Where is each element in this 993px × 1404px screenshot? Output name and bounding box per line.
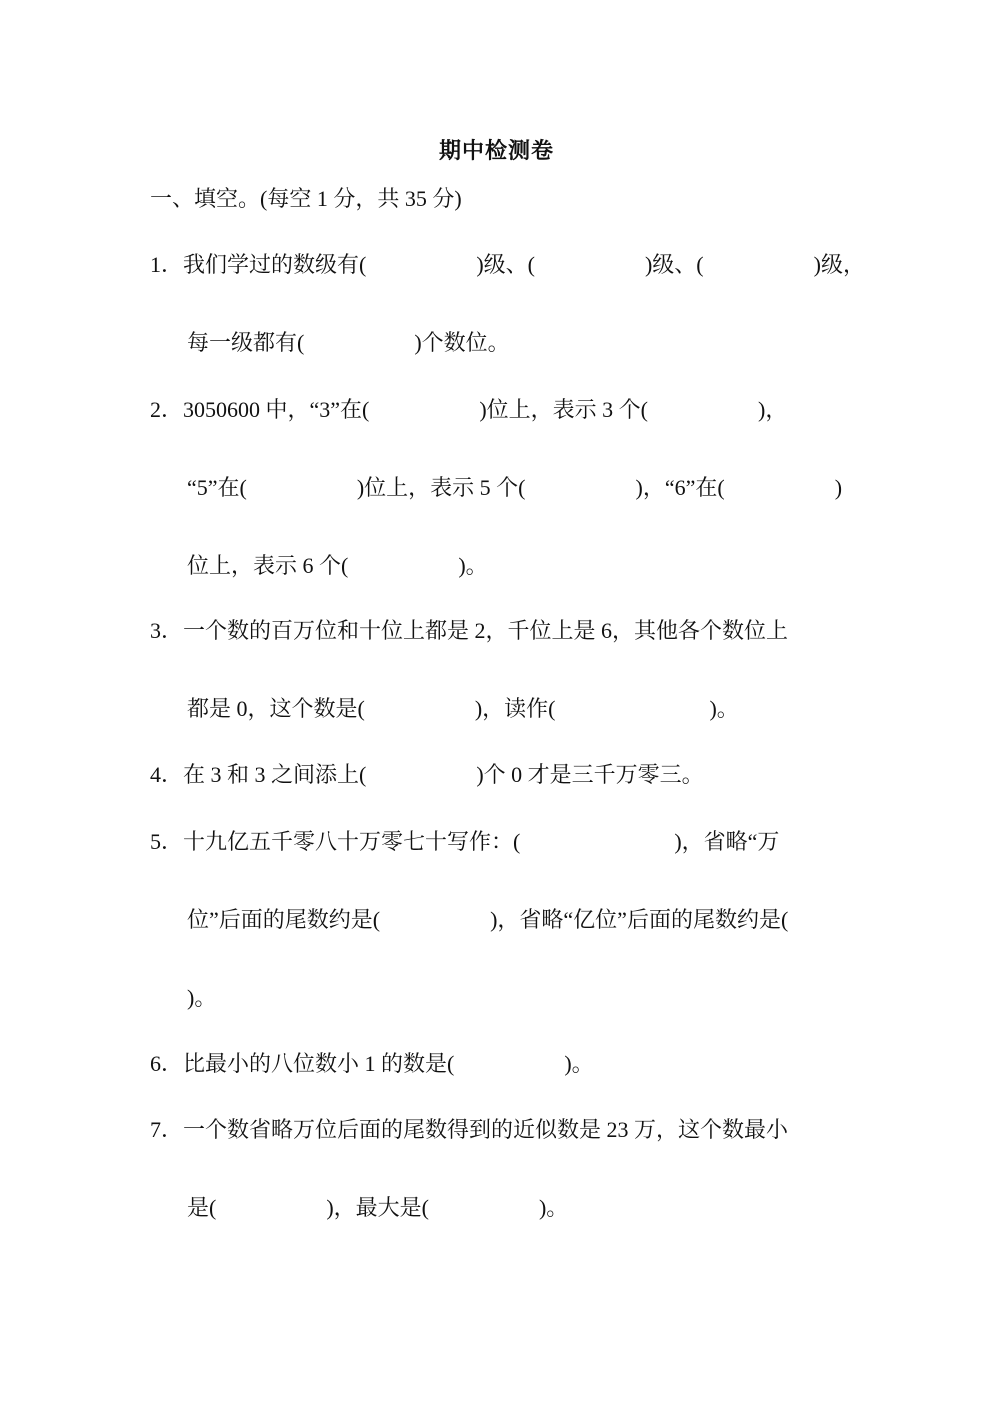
question-1-line-1: 1．我们学过的数级有( )级、( )级、( )级， [150,252,865,277]
page-title: 期中检测卷 [438,138,554,163]
question-2-line-3: 位上，表示 6 个( )。 [187,553,488,578]
question-4-line-1: 4．在 3 和 3 之间添上( )个 0 才是三千万零三。 [150,762,704,787]
question-1-line-2: 每一级都有( )个数位。 [187,330,510,355]
section-heading: 一、填空。(每空 1 分，共 35 分) [150,186,462,211]
question-5-line-3: )。 [187,985,217,1010]
question-7-line-2: 是( )，最大是( )。 [187,1195,569,1220]
question-2-line-2: “5”在( )位上，表示 5 个( )，“6”在( ) [187,475,843,500]
question-7-line-1: 7．一个数省略万位后面的尾数得到的近似数是 23 万，这个数最小 [150,1117,789,1142]
question-6-line-1: 6．比最小的八位数小 1 的数是( )。 [150,1051,594,1076]
question-3-line-2: 都是 0，这个数是( )，读作( )。 [187,696,739,721]
question-5-line-2: 位”后面的尾数约是( )，省略“亿位”后面的尾数约是( [187,907,789,932]
question-2-line-1: 2．3050600 中，“3”在( )位上，表示 3 个( )， [150,397,788,422]
question-5-line-1: 5．十九亿五千零八十万零七十写作：( )，省略“万 [150,829,780,854]
question-3-line-1: 3．一个数的百万位和十位上都是 2，千位上是 6，其他各个数位上 [150,618,789,643]
